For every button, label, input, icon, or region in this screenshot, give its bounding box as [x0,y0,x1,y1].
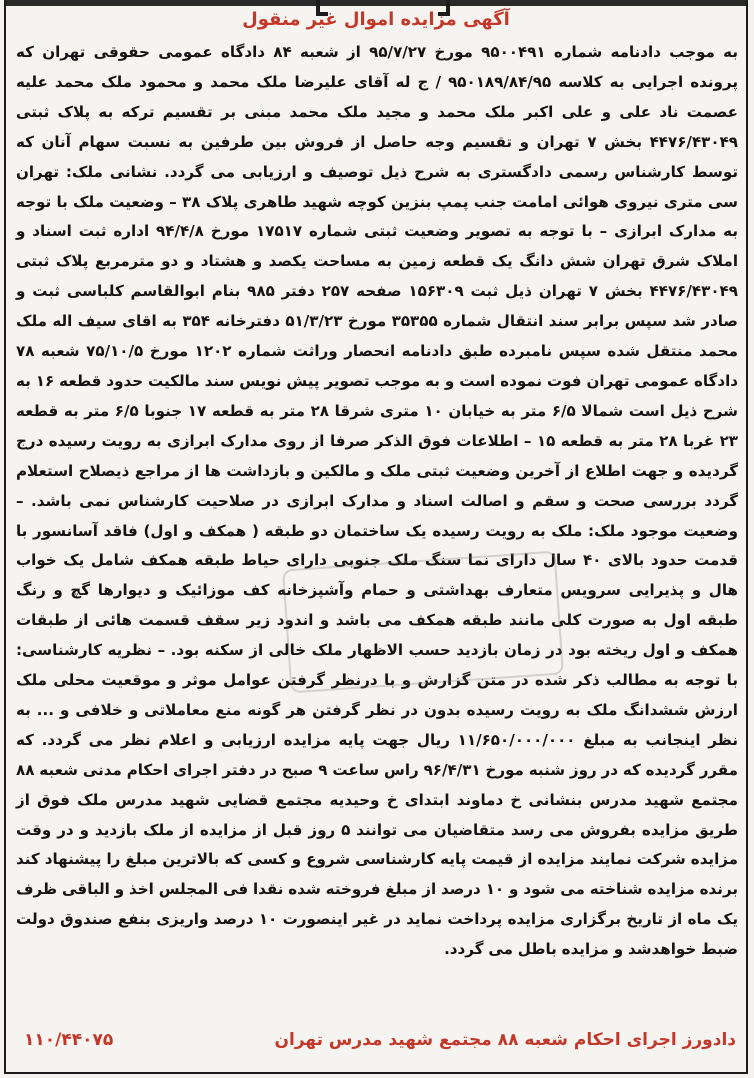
notice-title: آگهی مزایده اموال غیر منقول [242,9,510,30]
top-border-strip [6,0,746,6]
issuer-signature: دادورز اجرای احکام شعبه ۸۸ مجتمع شهید مدرس تهران [274,1030,736,1050]
notice-body: به موجب دادنامه شماره ۹۵۰۰۴۹۱ مورخ ۹۵/۷/۲۷ از شعبه ۸۴ دادگاه عمومی حقوقی تهران که پرونده اجرایی به کلاسه ۹۵۰۱۸۹/۸۴/۹۵ / ج له آقای علیرضا ملک محمد و محمود ملک محمد علیه عصمت ناد علی و علی اکبر ملک محمد و مجید ملک محمد مبنی بر تقسیم ترکه به پلاک ثبتی ۴۴۷۶/۴۳۰۴۹ بخش ۷ تهران و تقسیم وجه حاصل از فروش بین طرفین به نسبت سهام آنان که توسط کارشناس رسمی دادگستری به شرح ذیل توصیف و ارزیابی می گردد. نشانی ملک: تهران سی متری نیروی هوائی امامت جنب پمپ بنزین کوچه شهید طاهری پلاک ۳۸ – وضعیت ملک با توجه به مدارک ابرازی – با توجه به تصویر وضعیت ثبتی شماره ۱۷۵۱۷ مورخ ۹۴/۴/۸ اداره ثبت اسناد و املاک شرق تهران شش دانگ یک قطعه زمین به مساحت یکصد و هشتاد و دو مترمربع پلاک ثبتی ۴۴۷۶/۴۳۰۴۹ بخش ۷ تهران ذیل ثبت ۱۵۶۳۰۹ صفحه ۲۵۷ دفتر ۹۸۵ بنام ابوالقاسم کلباسی ثبت و صادر شد سپس برابر سند انتقال شماره ۳۵۳۵۵ مورخ ۵۱/۳/۲۳ دفترخانه ۳۵۴ به اقای سیف اله ملک محمد منتقل شده سپس نامبرده طبق دادنامه انحصار وراثت شماره ۱۲۰۲ مورخ ۷۵/۱۰/۵ شعبه ۷۸ دادگاه عمومی تهران فوت نموده است و به موجب تصویر پیش نویس سند مالکیت حدود قطعه ۱۶ به شرح ذیل است شمالا ۶/۵ متر به خیابان ۱۰ متری شرقا ۲۸ متر به قطعه ۱۷ جنوبا ۶/۵ متر به قطعه ۲۳ غربا ۲۸ متر به قطعه ۱۵ – اطلاعات فوق الذکر صرفا از روی مدارک ابرازی به رویت رسیده درج گردیده و جهت اطلاع از آخرین وضعیت ثبتی ملک و مالکین و بازداشت ها از مراجع ذیصلاح استعلام گردد بررسی صحت و سقم و اصالت اسناد و مدارک ابرازی در صلاحیت کارشناس نمی باشد. – وضعیت موجود ملک: ملک به رویت رسیده یک ساختمان دو طبقه ( همکف و اول) فاقد آسانسور با قدمت حدود بالای ۴۰ سال دارای نما سنگ ملک جنوبی دارای حیاط طبقه همکف شامل یک خواب هال و پذیرایی سرویس متعارف بهداشتی و حمام وآشپزخانه کف موزائیک و دیوارها گچ و رنگ طبقه اول به صورت کلی مانند طبقه همکف می باشد و اندود زیر سقف قسمت هائی از طبقات همکف و اول ریخته بود در زمان بازدید حسب الاظهار ملک خالی از سکنه بود. – نظریه کارشناسی: با توجه به مطالب ذکر شده در متن گزارش و با درنظر گرفتن عوامل موثر و موقعیت محلی ملک ارزش ششدانگ ملک به رویت رسیده بدون در نظر گرفتن هر گونه منع معاملاتی و خلافی و ... به نظر اینجانب به مبلغ ۱۱/۶۵۰/۰۰۰/۰۰۰ ریال جهت پایه مزایده ارزیابی و اعلام نظر می گردد. که مقرر گردیده که در روز شنبه مورخ ۹۶/۴/۳۱ راس ساعت ۹ صبح در دفتر اجرای احکام مدنی شعبه ۸۸ مجتمع شهید مدرس بنشانی خ دماوند ابتدای خ وحیدیه مجتمع قضایی شهید مدرس ملک فوق از طریق مزایده بفروش می رسد متقاضیان می توانند ۵ روز قبل از مزایده از ملک بازدید و در وقت مزایده شرکت نمایند مزایده از قیمت پایه کارشناسی شروع و کسی که بالاترین مبلغ را پیشنهاد کند برنده مزایده شناخته می شود و ۱۰ درصد از مبلغ فروخته شده نقدا فی المجلس اخذ و الباقی ظرف یک ماه از تاریخ برگزاری مزایده پرداخت نماید در غیر اینصورت ۱۰ درصد واریزی بنفع صندوق دولت ضبط خواهدشد و مزایده باطل می گردد. [16,43,739,959]
auction-notice [4,0,748,1074]
reference-number: ۱۱۰/۴۴۰۷۵ [24,1030,114,1050]
notice-footer [6,1026,746,1056]
